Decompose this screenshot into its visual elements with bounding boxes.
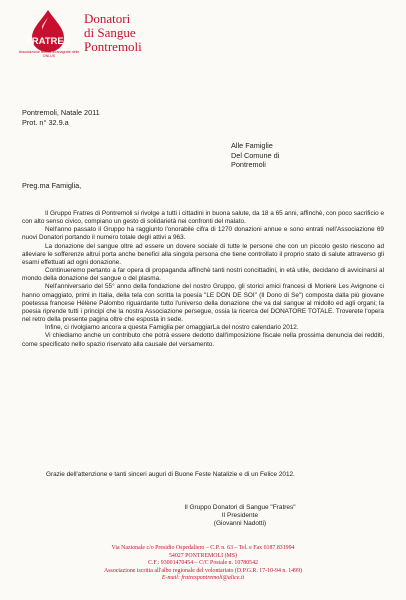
blood-drop-icon — [20, 8, 76, 54]
signature-line: (Giovanni Nadotti) — [213, 520, 267, 528]
body-paragraph: Il Gruppo Fratres di Pontremoli si rivolge a tutti i cittadini in buona salute, da 18 a 65 anni, affinchè, con poco sacrificio e con alto senso civico, compiano un gesto di solidarietà nei confronti del malato. — [22, 210, 384, 226]
footer-city: 54027 PONTREMOLI (MS) — [168, 552, 238, 559]
protocol-number: Prot. n° 32.9.a — [22, 117, 69, 127]
signature-line: Il Presidente — [221, 512, 259, 520]
footer-tax-info: C.F.: 93001470454 – C/C Postale n. 10780542 — [148, 560, 258, 567]
logo-text: FRATRES — [25, 36, 71, 47]
letterhead-footer — [30, 545, 376, 583]
body-paragraph: Nell'anniversario del 55° anno della fondazione del nostro Gruppo, gli storici amici francesi di Moriere Les Avignone ci hanno omaggiato, primi in Italia, della tela con scritta la poesia "LE DON DE SOI" (Il Dono di Se") composta dalla più giovane poetessa francese Hélène Palombo riguardante tutto l'universo della donazione che va dal sangue al midollo ed agli organi; la poesia riprende tutti i principi che la nostra Associazione persegue, ossia la ricerca del DONATORE TOTALE. Troverete l'opera nel retro della presente pagina oltre che esposta in sede. — [22, 283, 384, 324]
org-name-line: Pontremoli — [84, 39, 142, 54]
org-name-line: Donatori — [84, 11, 131, 26]
signature-line: Il Gruppo Donatori di Sangue "Fratres" — [184, 504, 296, 511]
place-date: Pontremoli, Natale 2011 — [22, 108, 100, 117]
footer-registry: Associazione iscritta all'albo regionale del volontariato (D.P.G.R. 17-10-94 n. 1499) — [103, 567, 303, 574]
recipient-line: Del Comune di — [231, 150, 280, 160]
body-paragraph: La donazione del sangue oltre ad essere un dovere sociale di tutte le persone che con un piccolo gesto riescono ad alleviare le sofferenze altrui porta anche benefici alla singola persona che tiene controllato il proprio stato di salute attraverso gli esami effettuati ad ogni donazione. — [22, 242, 384, 266]
organization-name — [84, 12, 142, 54]
org-name-line: di Sangue — [84, 25, 136, 40]
recipient-line: Alle Famiglie — [231, 141, 273, 150]
letter-body — [22, 210, 384, 349]
recipient-address — [231, 141, 279, 170]
salutation: Preg.ma Famiglia, — [22, 181, 82, 190]
body-paragraph: Nell'anno passato il Gruppo ha raggiunto l'onorabile cifra di 1270 donazioni annue e sono entrati nell'Associazione 69 nuovi Donatori portando il numero totale degli attivi a 963. — [22, 226, 384, 242]
footer-address: Via Nazionale c/o Presidio Ospedaliero – C.P. n. 63 – Tel. e Fax 0187.831994 — [111, 545, 295, 551]
body-paragraph: Infine, ci rivolgiamo ancora a questa Famiglia per omaggiarLa del nostro calendario 2012. — [45, 324, 299, 332]
closing-greeting: Grazie dell'attenzione e tanti sinceri auguri di Buone Feste Natalizie e di un Felice 2012. — [46, 471, 295, 478]
letter-meta — [22, 108, 100, 127]
body-paragraph: Vi chiediamo anche un contributo che potrà essere dedotto dall'imposizione fiscale nella prossima denuncia dei redditi, come specificato nello spazio riservato alla causale del versamento. — [22, 332, 384, 348]
footer-email: E-mail: fratrespontremoli@alice.it — [161, 575, 245, 582]
signature-block — [166, 504, 314, 529]
logo-subtitle: Associazione iscritta all'anagrafe delle ONLUS — [18, 50, 80, 59]
body-paragraph: Continueremo pertanto a far opera di propaganda affinchè tanti nostri concittadini, in età utile, decidano di avvicinarsi al mondo della donazione del sangue o del plasma. — [22, 267, 384, 283]
recipient-line: Pontremoli — [231, 160, 266, 169]
